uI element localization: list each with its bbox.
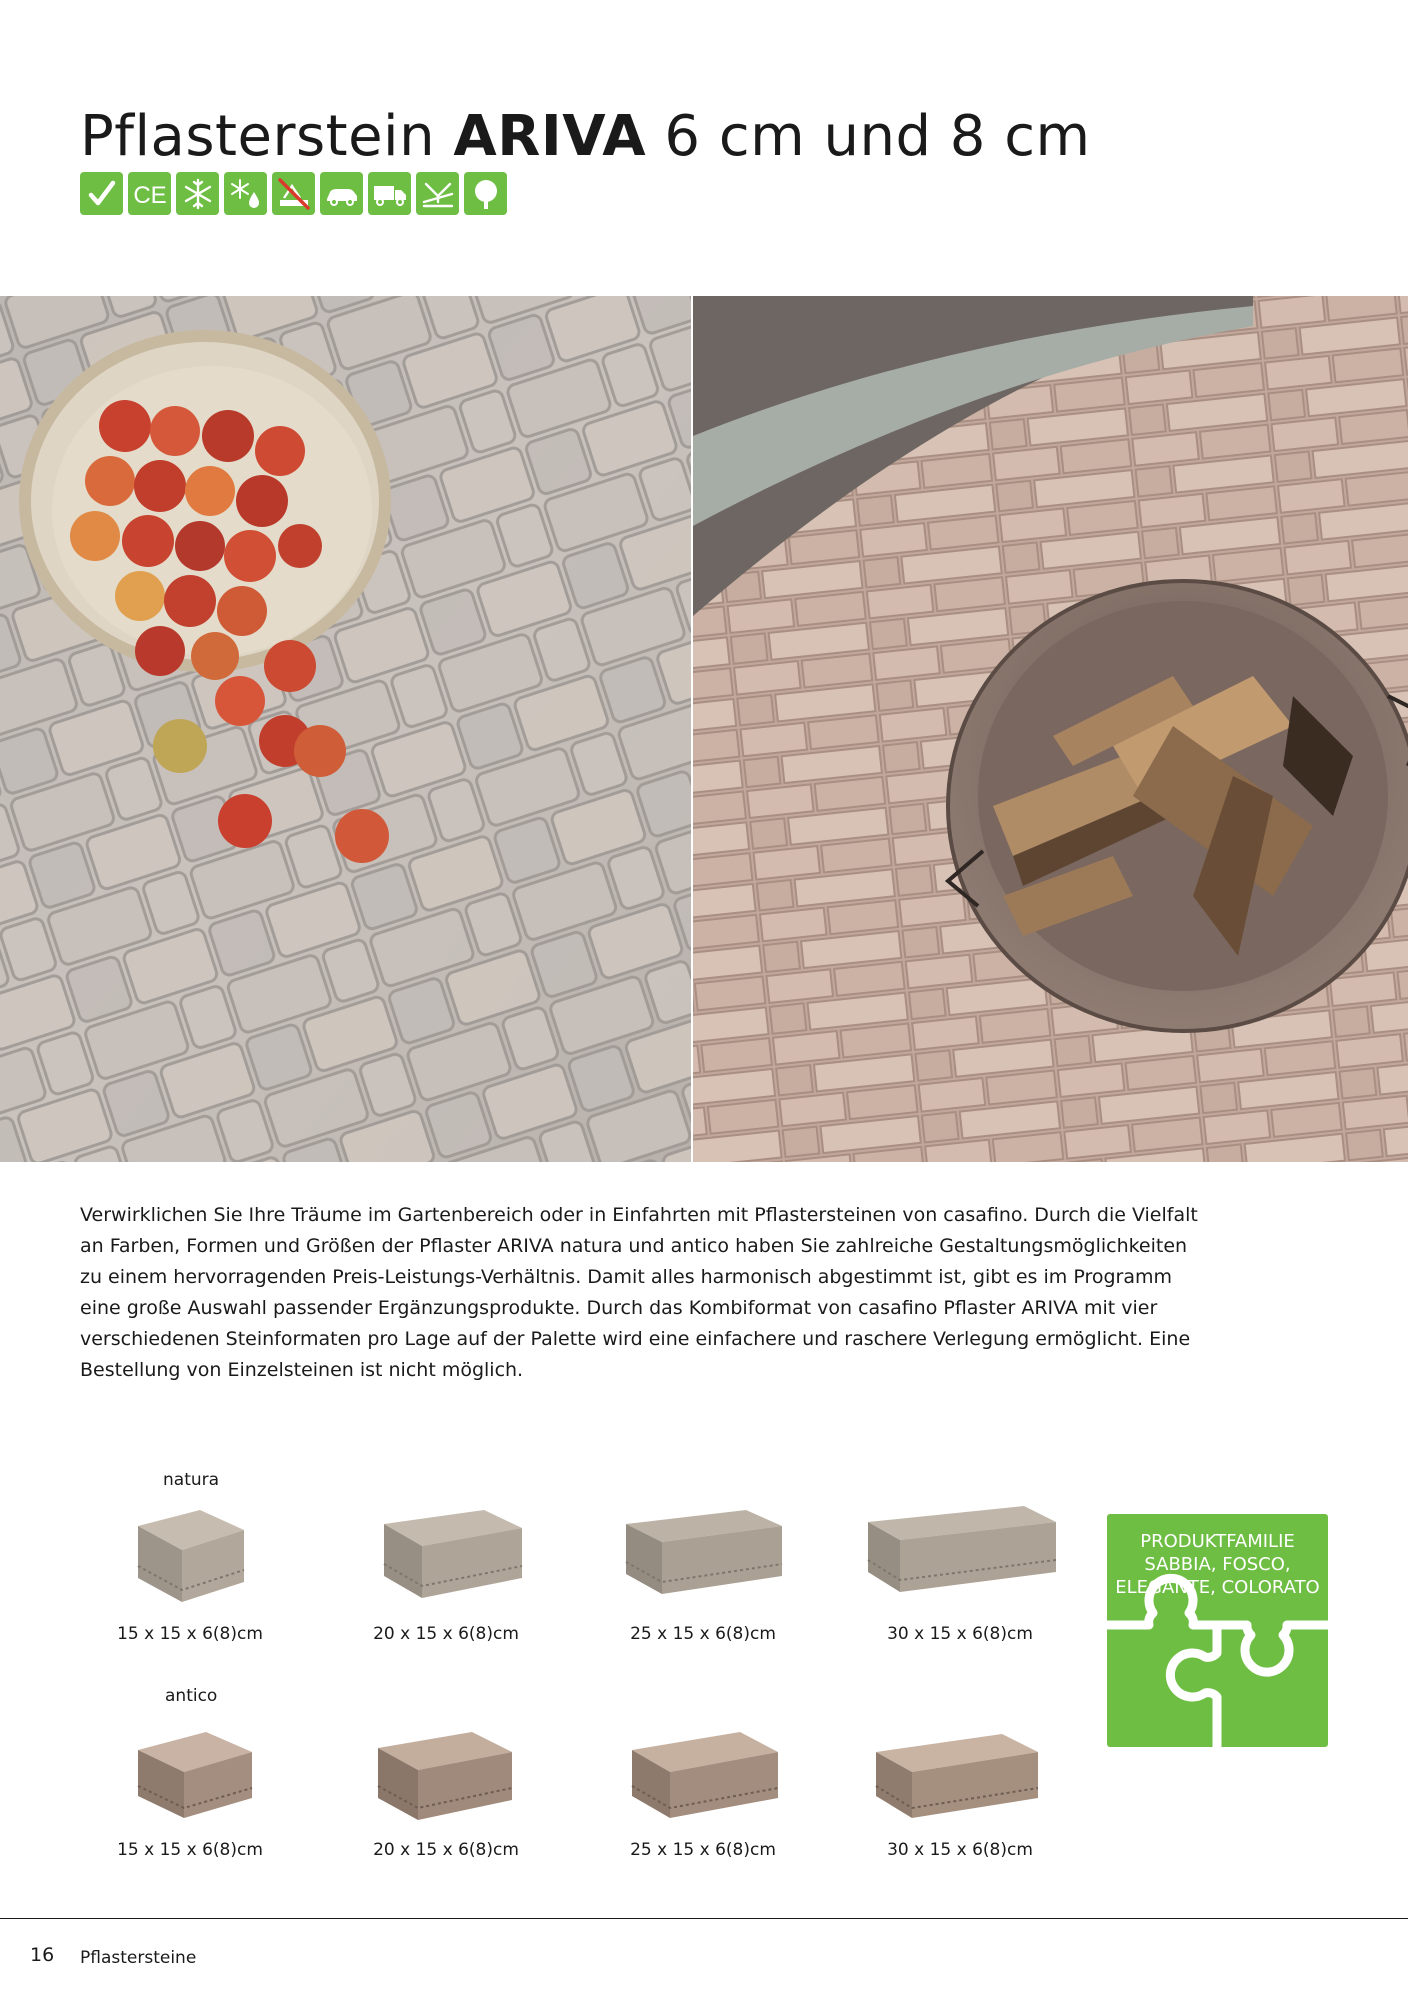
intro-paragraph: Verwirklichen Sie Ihre Träume im Gartenbereich oder in Einfahrten mit Pflastersteinen von casafino. Durch die Vielfalt an Farben, Formen und Größen der Pflaster ARIVA natura und antico haben Sie zahlreiche Gestaltungsmöglichkeiten zu einem hervorragenden Preis-Leistungs-Verhältnis. Damit alles harmonisch abgestimmt ist, gibt es im Programm eine große Auswahl passender Ergänzungsprodukte. Durch das Kombiformat von casafino Pflaster ARIVA mit vier verschiedenen Steinformaten pro Lage auf der Palette wird eine einfachere und raschere Verlegung ermöglicht. Eine Bestellung von Einzelsteinen ist nicht möglich. xyxy=(80,1204,1198,1381)
section-name: Pflastersteine xyxy=(80,1948,197,1968)
size-label-antico-20x15: 20 x 15 x 6(8)cm xyxy=(373,1840,519,1860)
size-label-antico-15x15: 15 x 15 x 6(8)cm xyxy=(117,1840,263,1860)
ce-mark-text: CE xyxy=(132,181,167,209)
size-label-natura-25x15: 25 x 15 x 6(8)cm xyxy=(630,1624,776,1644)
size-label-antico-30x15: 30 x 15 x 6(8)cm xyxy=(887,1840,1033,1860)
stone-natura-30x15 xyxy=(864,1502,1060,1598)
tree-environment-icon xyxy=(464,172,507,215)
photo-firewood-bowl-on-paving xyxy=(693,296,1408,1162)
stone-natura-25x15 xyxy=(622,1506,786,1598)
ce-mark-icon xyxy=(128,172,171,215)
product-family-box xyxy=(1107,1514,1328,1747)
checkmark-icon xyxy=(80,172,123,215)
size-label-antico-25x15: 25 x 15 x 6(8)cm xyxy=(630,1840,776,1860)
product-family-text xyxy=(1107,1530,1328,1599)
size-label-natura-30x15: 30 x 15 x 6(8)cm xyxy=(887,1624,1033,1644)
slope-drainage-icon xyxy=(416,172,459,215)
stone-natura-15x15 xyxy=(134,1506,248,1606)
frost-and-salt-resistant-icon xyxy=(224,172,267,215)
product-family-line-2: SABBIA, FOSCO, xyxy=(1144,1554,1291,1575)
truck-traffic-icon xyxy=(368,172,411,215)
footer-divider xyxy=(0,1918,1408,1919)
frost-resistant-icon xyxy=(176,172,219,215)
stone-antico-20x15 xyxy=(374,1728,516,1824)
stone-antico-15x15 xyxy=(134,1728,256,1822)
size-label-natura-15x15: 15 x 15 x 6(8)cm xyxy=(117,1624,263,1644)
photo-apples-on-paving xyxy=(0,296,691,1162)
variant-label-natura: natura xyxy=(163,1470,220,1490)
product-family-heading: PRODUKTFAMILIE xyxy=(1140,1531,1295,1552)
page-title: Pflasterstein ARIVA 6 cm und 8 cm xyxy=(80,103,1091,169)
stone-antico-30x15 xyxy=(872,1730,1042,1822)
product-family-line-3: ELEGANTE, COLORATO xyxy=(1115,1577,1320,1598)
size-label-natura-20x15: 20 x 15 x 6(8)cm xyxy=(373,1624,519,1644)
photo-row xyxy=(0,296,1408,1162)
page-number: 16 xyxy=(30,1944,55,1966)
car-traffic-icon xyxy=(320,172,363,215)
stone-antico-25x15 xyxy=(628,1728,782,1822)
variant-label-antico: antico xyxy=(165,1686,218,1706)
feature-icon-strip xyxy=(80,172,507,215)
stone-natura-20x15 xyxy=(380,1506,526,1602)
not-suitable-icon xyxy=(272,172,315,215)
